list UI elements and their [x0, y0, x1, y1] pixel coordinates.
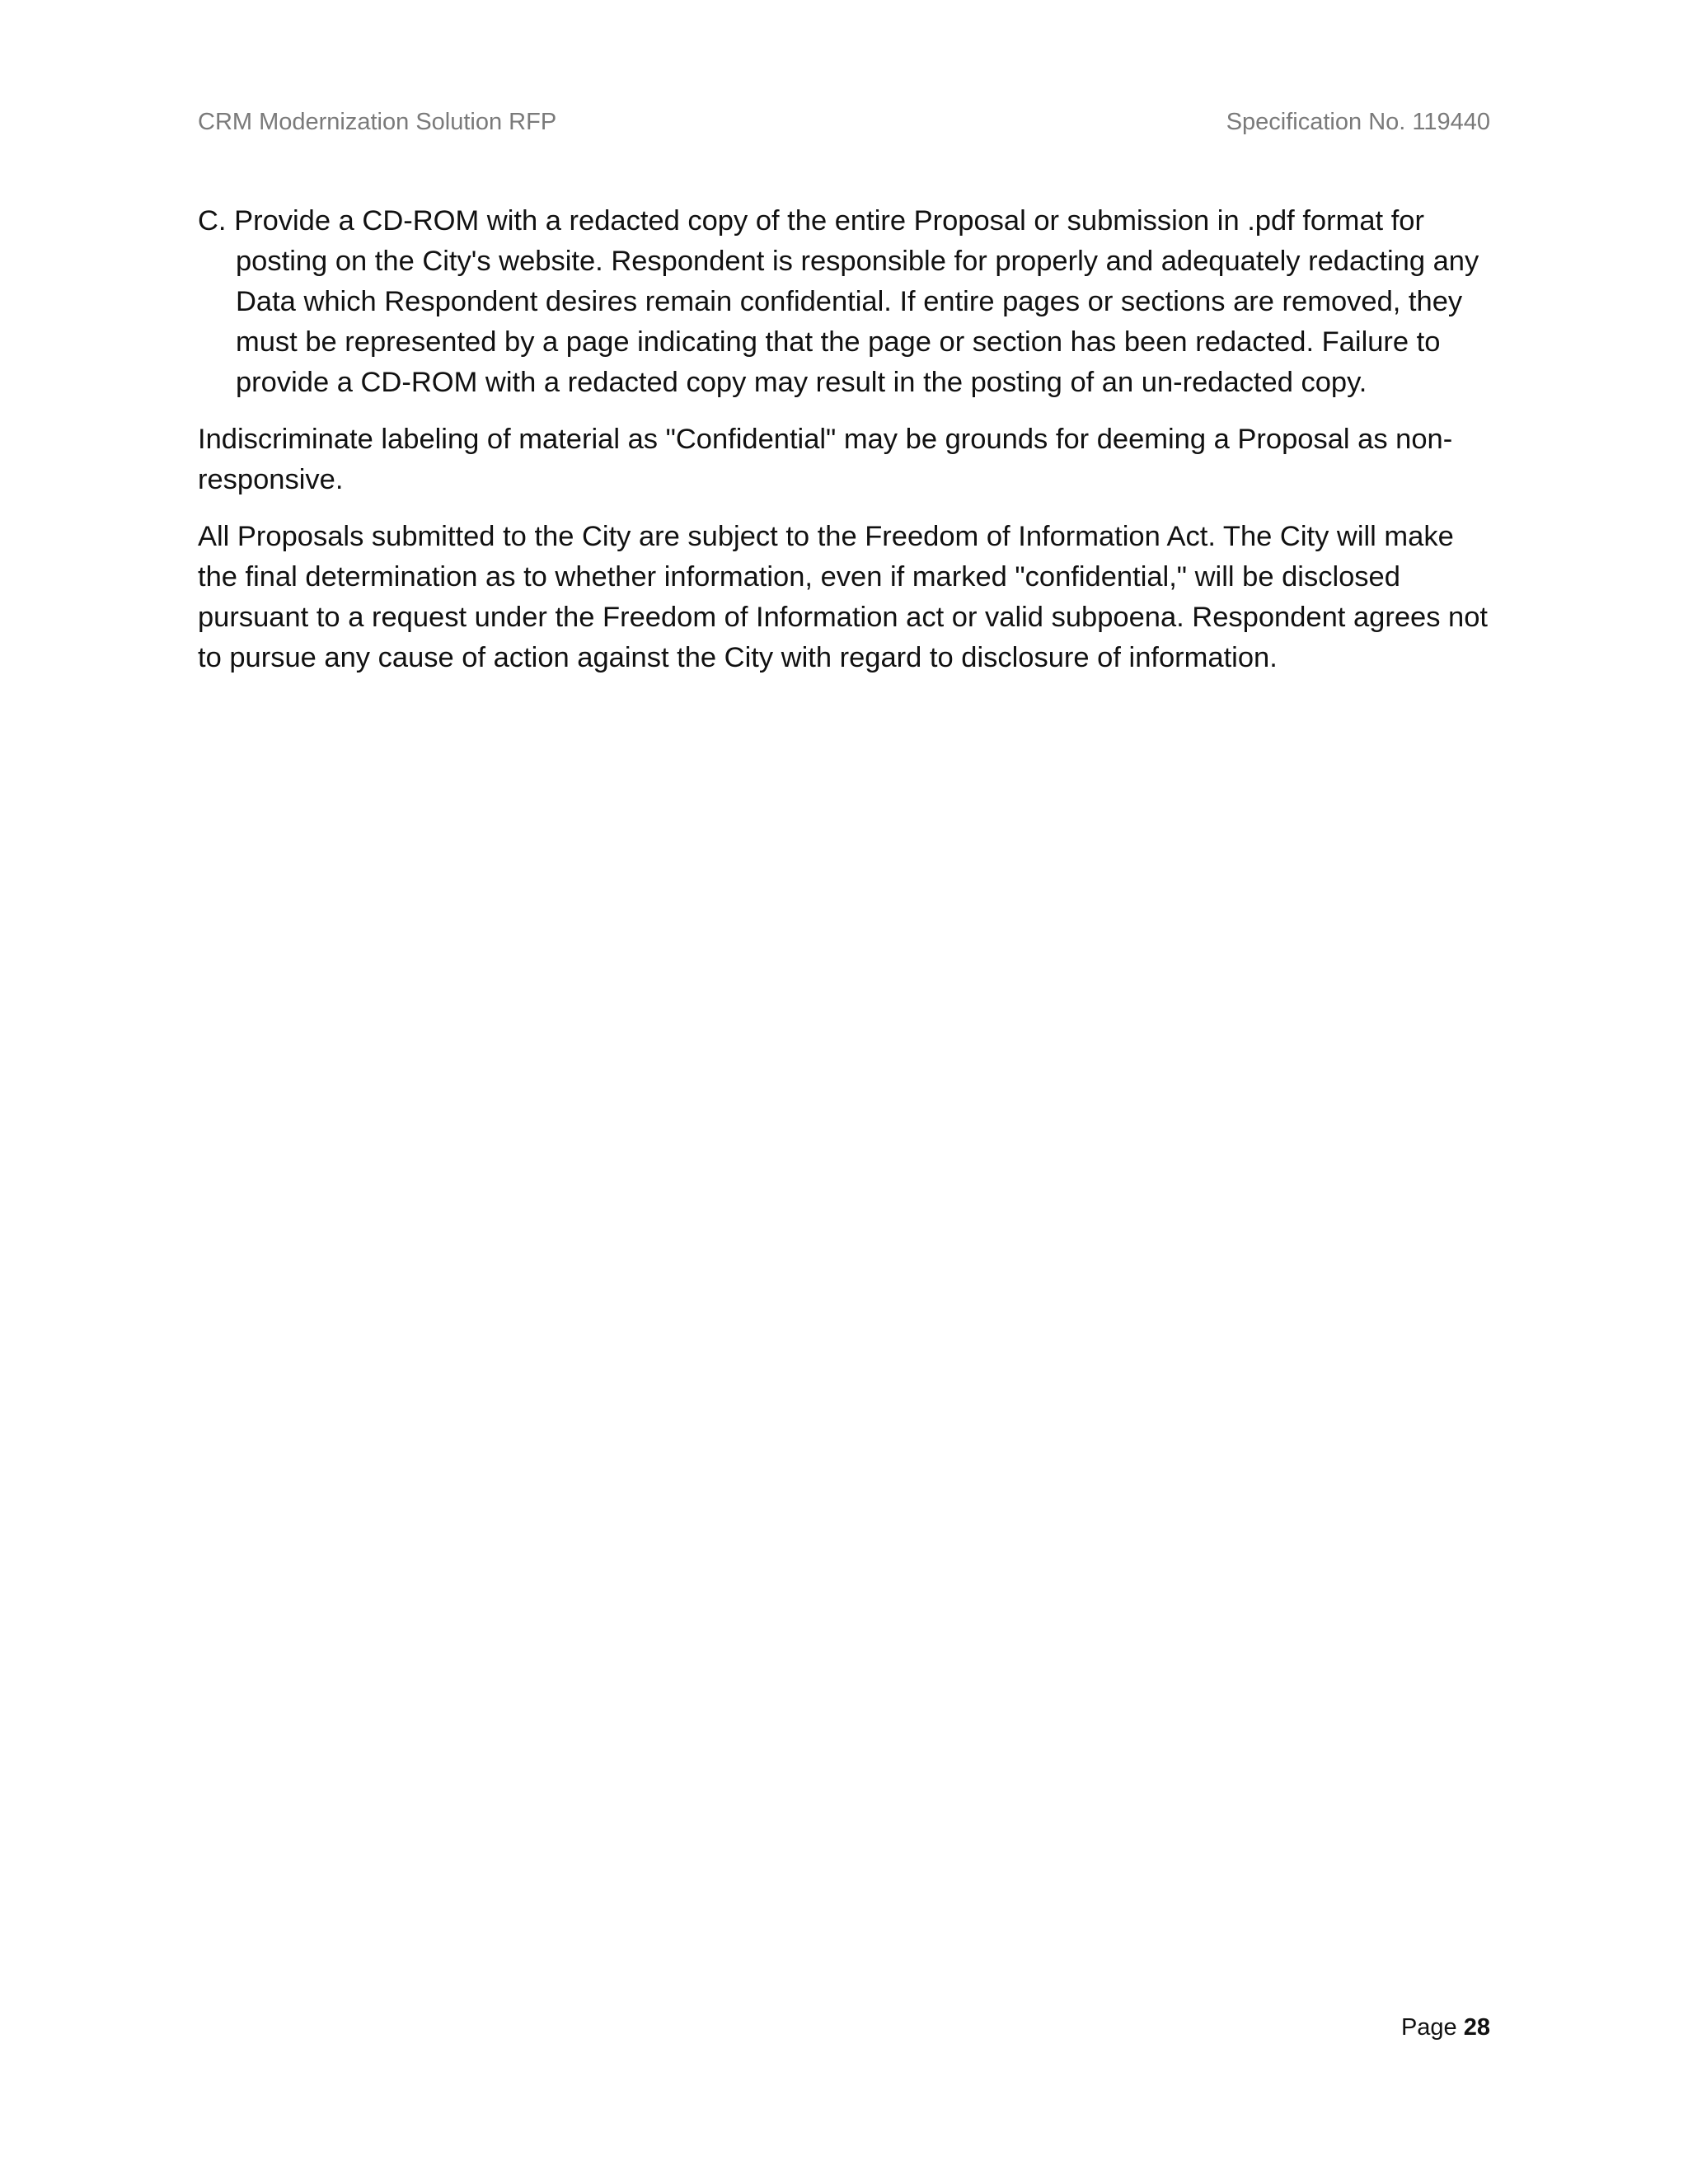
page-body [198, 201, 1490, 695]
header-document-title: CRM Modernization Solution RFP [198, 109, 557, 135]
page-label: Page [1400, 2014, 1464, 2041]
page-number: 28 [1463, 2014, 1490, 2041]
confidential-labeling-paragraph: Indiscriminate labeling of material as "Confidential" may be grounds for deeming a Proposal as non-responsive. [198, 424, 1453, 495]
foia-paragraph: All Proposals submitted to the City are subject to the Freedom of Information Act. The City will make the final determination as to whether information, even if marked "confidential," will be disclosed pursuant to a request under the Freedom of Information act or valid subpoena. Respondent agrees not to pursue any cause of action against the City with regard to disclosure of information. [198, 521, 1488, 673]
header-specification-number: Specification No. 119440 [1226, 109, 1490, 135]
page-footer [1401, 2014, 1490, 2041]
list-item-c: C. Provide a CD-ROM with a redacted copy of the entire Proposal or submission in .pdf format for posting on the City's website. Respondent is responsible for properly and adequately redacting any Data which Respondent desires remain confidential. If entire pages or sections are removed, they must be represented by a page indicating that the page or section has been redacted. Failure to provide a CD-ROM with a redacted copy may result in the posting of an un-redacted copy. [198, 205, 1479, 398]
